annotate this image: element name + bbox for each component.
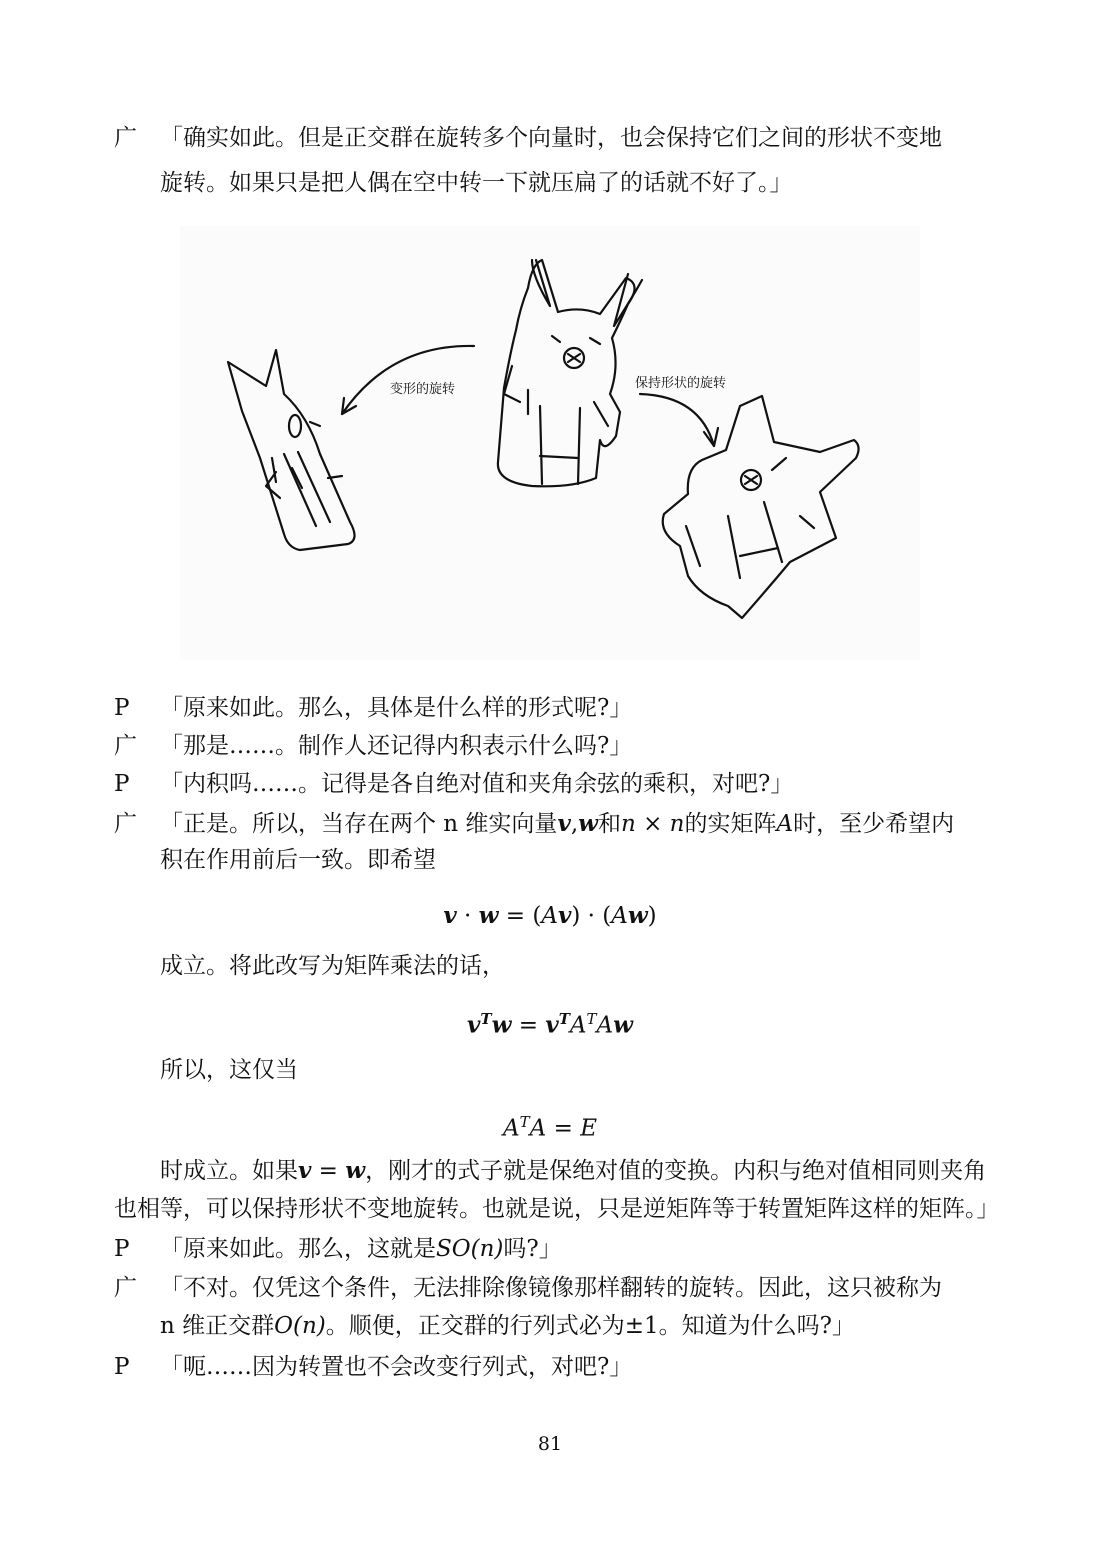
- rotation-illustration: [180, 226, 920, 660]
- deformed-rotation-label: 变形的旋转: [390, 382, 456, 397]
- dialogue-line: 积在作用前后一致。即希望: [160, 847, 436, 873]
- speaker-label: P: [114, 771, 130, 797]
- dialogue-line: 「呃……因为转置也不会改变行列式，对吧?」: [160, 1354, 633, 1380]
- speaker-label: P: [114, 1354, 130, 1380]
- speaker-label: 广: [114, 733, 137, 759]
- speaker-label: 广: [114, 125, 137, 151]
- dialogue-line: 「原来如此。那么，具体是什么样的形式呢?」: [160, 695, 633, 721]
- body-text: 时成立。如果v = w，刚才的式子就是保绝对值的变换。内积与绝对值相同则夹角: [160, 1157, 987, 1184]
- body-text: 成立。将此改写为矩阵乘法的话，: [160, 953, 505, 979]
- dialogue-line: 旋转。如果只是把人偶在空中转一下就压扁了的话就不好了。」: [160, 170, 793, 196]
- dialogue-line: 「正是。所以，当存在两个 n 维实向量v,w和n × n的实矩阵A时，至少希望内: [160, 810, 955, 837]
- dialogue-line: n 维正交群O(n)。顺便，正交群的行列式必为±1。知道为什么吗?」: [160, 1313, 855, 1339]
- equation-2: $v^Tw = v^TA^TAw$: [467, 1010, 633, 1039]
- speaker-label: 广: [114, 811, 137, 837]
- illustration-svg: [180, 226, 920, 660]
- body-text: 所以，这仅当: [160, 1057, 298, 1083]
- body-text: 也相等，可以保持形状不变地旋转。也就是说，只是逆矩阵等于转置矩阵这样的矩阵。」: [114, 1196, 1000, 1222]
- dialogue-line: 「确实如此。但是正交群在旋转多个向量时，也会保持它们之间的形状不变地: [160, 125, 942, 151]
- page-number: 81: [537, 1433, 563, 1455]
- speaker-label: P: [114, 1236, 130, 1262]
- equation-3: $A^TA = E$: [503, 1113, 597, 1142]
- shape-preserving-rotation-label: 保持形状的旋转: [635, 376, 727, 391]
- dialogue-line: 「内积吗……。记得是各自绝对值和夹角余弦的乘积，对吧?」: [160, 771, 794, 797]
- dialogue-line: 「原来如此。那么，这就是SO(n)吗?」: [160, 1236, 562, 1262]
- speaker-label: 广: [114, 1275, 137, 1301]
- dialogue-line: 「不对。仅凭这个条件，无法排除像镜像那样翻转的旋转。因此，这只被称为: [160, 1275, 942, 1301]
- speaker-label: P: [114, 695, 130, 721]
- equation-1: v · w = (Av) · (Aw): [443, 902, 657, 929]
- dialogue-line: 「那是……。制作人还记得内积表示什么吗?」: [160, 733, 633, 759]
